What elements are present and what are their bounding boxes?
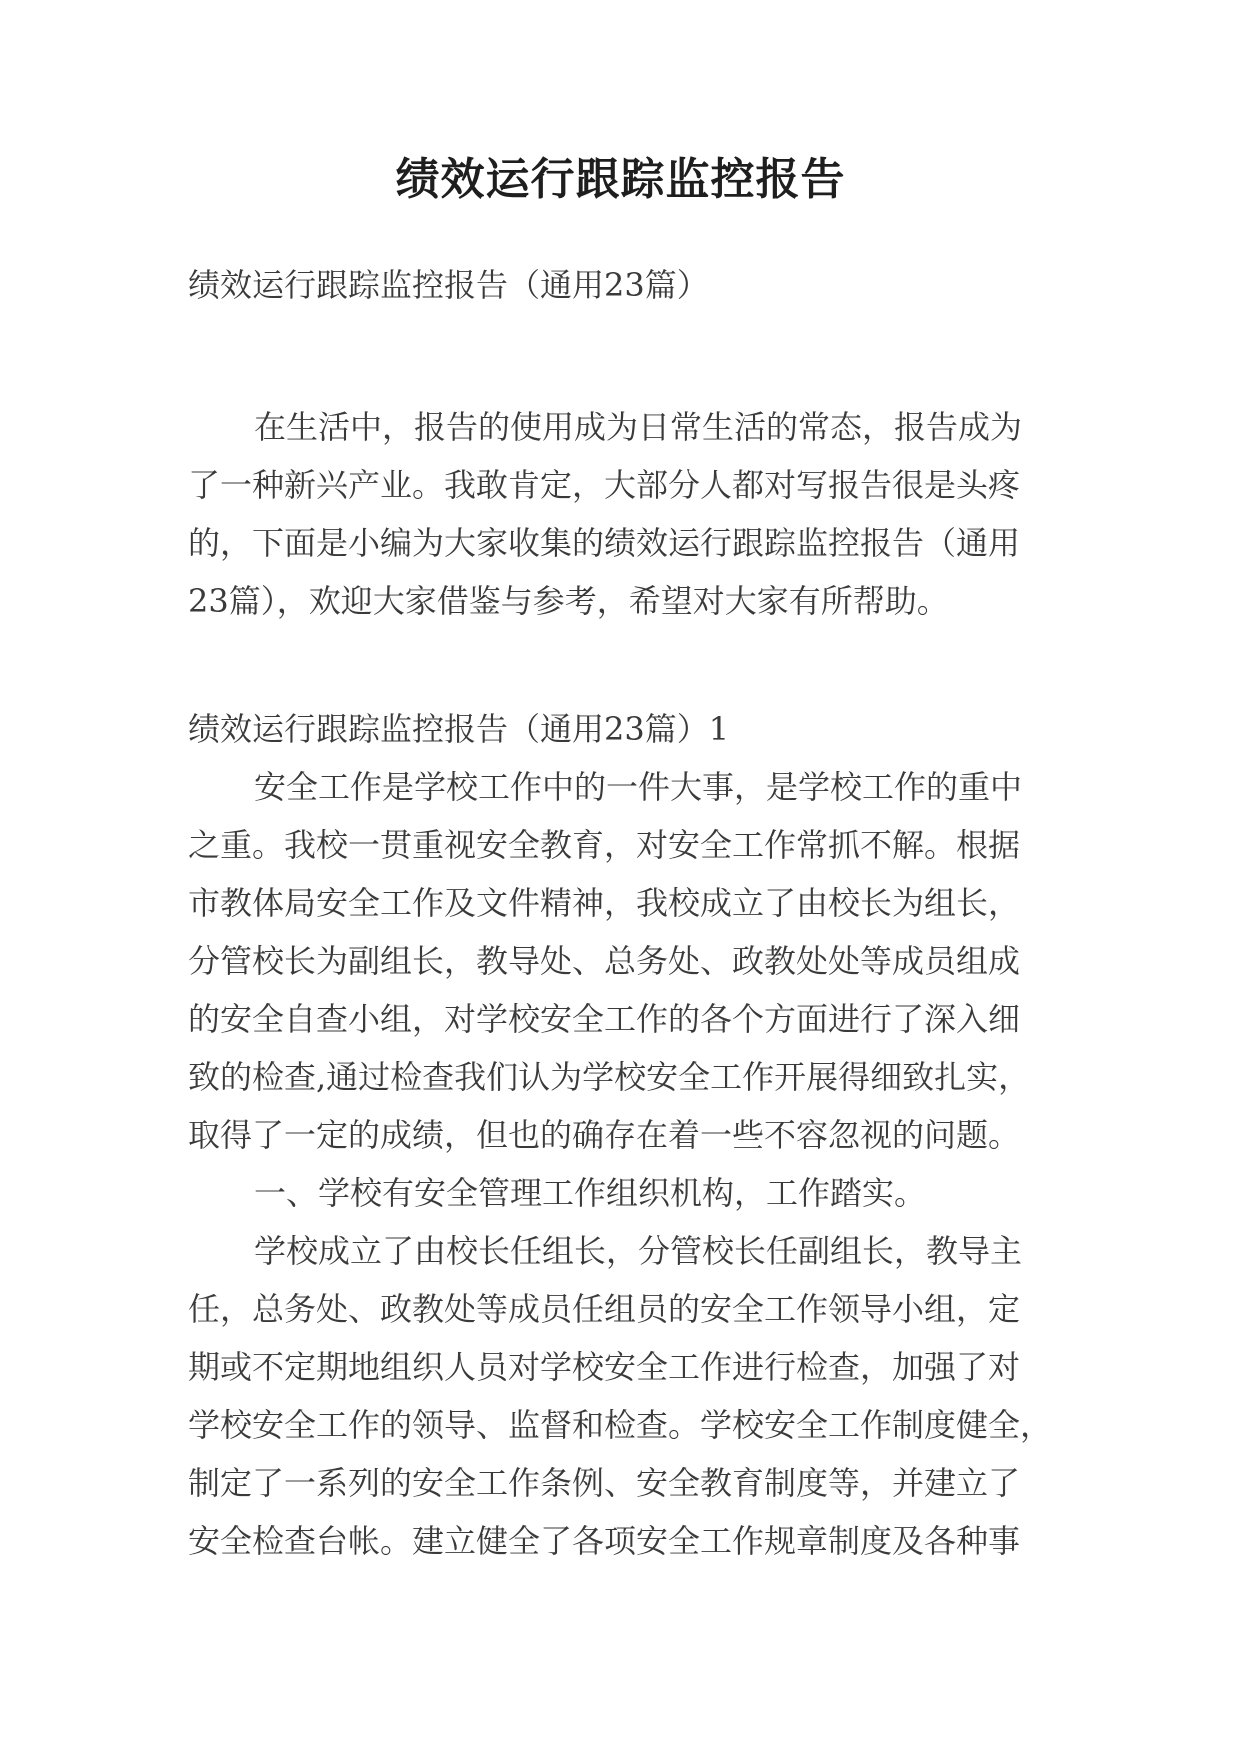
- paragraph-line: 期或不定期地组织人员对学校安全工作进行检查，加强了对: [188, 1348, 1021, 1386]
- paragraph-line: 致的检查,通过检查我们认为学校安全工作开展得细致扎实，: [188, 1058, 1031, 1096]
- paragraph-line: 学校成立了由校长任组长，分管校长任副组长，教导主: [254, 1232, 1023, 1270]
- paragraph-line: 市教体局安全工作及文件精神，我校成立了由校长为组长，: [188, 884, 1021, 922]
- paragraph-line: 的，下面是小编为大家收集的绩效运行跟踪监控报告（通用: [188, 524, 1021, 562]
- paragraph-line: 在生活中，报告的使用成为日常生活的常态，报告成为: [254, 408, 1023, 446]
- subtitle-line: 绩效运行跟踪监控报告（通用23篇）: [188, 266, 709, 304]
- paragraph-line: 学校安全工作的领导、监督和检查。学校安全工作制度健全，: [188, 1406, 1053, 1444]
- document-subtitle: [188, 256, 1056, 314]
- paragraph-line: 分管校长为副组长，教导处、总务处、政教处处等成员组成: [188, 942, 1021, 980]
- section-heading: [188, 700, 1056, 758]
- intro-paragraph: [188, 398, 1056, 630]
- section-body: [188, 758, 1056, 1570]
- paragraph-line: 了一种新兴产业。我敢肯定，大部分人都对写报告很是头疼: [188, 466, 1021, 504]
- paragraph-line: 制定了一系列的安全工作条例、安全教育制度等，并建立了: [188, 1464, 1021, 1502]
- paragraph-line: 安全工作是学校工作中的一件大事，是学校工作的重中: [254, 768, 1023, 806]
- paragraph-line: 安全检查台帐。建立健全了各项安全工作规章制度及各种事: [188, 1522, 1021, 1560]
- paragraph-line: 取得了一定的成绩，但也的确存在着一些不容忽视的问题。: [188, 1116, 1021, 1154]
- subheading-line: 一、学校有安全管理工作组织机构，工作踏实。: [254, 1174, 927, 1212]
- paragraph-line: 23篇），欢迎大家借鉴与参考，希望对大家有所帮助。: [188, 582, 949, 620]
- paragraph-line: 的安全自查小组，对学校安全工作的各个方面进行了深入细: [188, 1000, 1021, 1038]
- section-heading-line: 绩效运行跟踪监控报告（通用23篇）1: [188, 710, 730, 748]
- paragraph-line: 之重。我校一贯重视安全教育，对安全工作常抓不解。根据: [188, 826, 1021, 864]
- paragraph-line: 任，总务处、政教处等成员任组员的安全工作领导小组，定: [188, 1290, 1021, 1328]
- document-title: 绩效运行跟踪监控报告: [395, 154, 846, 205]
